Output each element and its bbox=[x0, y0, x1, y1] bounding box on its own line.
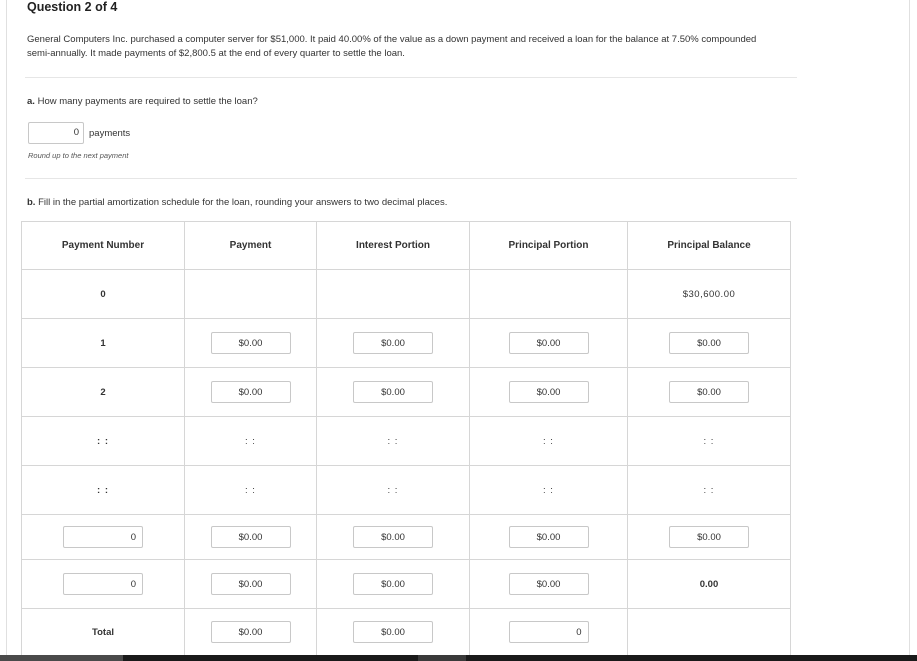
total-label: Total bbox=[22, 609, 185, 656]
interest-input[interactable]: $0.00 bbox=[353, 526, 433, 548]
balance-input[interactable]: $0.00 bbox=[669, 332, 749, 354]
empty-cell bbox=[317, 270, 470, 319]
part-a-question bbox=[27, 96, 258, 107]
payment-number: 0 bbox=[22, 270, 185, 319]
table-row-n-minus-1 bbox=[22, 515, 791, 560]
ellipsis: : : bbox=[317, 417, 470, 466]
empty-cell bbox=[185, 270, 317, 319]
payment-input[interactable]: $0.00 bbox=[211, 526, 291, 548]
problem-line-2: semi-annually. It made payments of $2,800.5 at the end of every quarter to settle the loan. bbox=[27, 47, 405, 59]
ellipsis: : : bbox=[628, 466, 791, 515]
interest-input[interactable]: $0.00 bbox=[353, 381, 433, 403]
ellipsis: : : bbox=[185, 417, 317, 466]
divider bbox=[25, 77, 797, 78]
principal-input[interactable]: $0.00 bbox=[509, 381, 589, 403]
scrollbar-thumb[interactable] bbox=[418, 655, 466, 661]
payment-number-input[interactable]: 0 bbox=[63, 573, 143, 595]
total-principal-input[interactable]: 0 bbox=[509, 621, 589, 643]
payment-number-input[interactable]: 0 bbox=[63, 526, 143, 548]
payment-input[interactable]: $0.00 bbox=[211, 573, 291, 595]
part-a-label: a. bbox=[27, 96, 35, 107]
balance-input[interactable]: $0.00 bbox=[669, 526, 749, 548]
principal-balance: $30,600.00 bbox=[628, 270, 791, 319]
ellipsis: : : bbox=[470, 417, 628, 466]
total-interest-input[interactable]: $0.00 bbox=[353, 621, 433, 643]
total-payment-input[interactable]: $0.00 bbox=[211, 621, 291, 643]
divider bbox=[25, 178, 797, 179]
payment-number: 1 bbox=[22, 319, 185, 368]
table-row-0 bbox=[22, 270, 791, 319]
ellipsis: : : bbox=[628, 417, 791, 466]
interest-input[interactable]: $0.00 bbox=[353, 573, 433, 595]
ellipsis: : : bbox=[470, 466, 628, 515]
payments-unit-label: payments bbox=[89, 128, 131, 139]
payment-input[interactable]: $0.00 bbox=[211, 332, 291, 354]
ellipsis: : : bbox=[317, 466, 470, 515]
ellipsis: : : bbox=[22, 466, 185, 515]
principal-input[interactable]: $0.00 bbox=[509, 332, 589, 354]
table-row-1 bbox=[22, 319, 791, 368]
payments-count-input[interactable]: 0 bbox=[28, 122, 84, 144]
header-principal-portion: Principal Portion bbox=[470, 222, 628, 270]
principal-input[interactable]: $0.00 bbox=[509, 573, 589, 595]
ellipsis-row bbox=[22, 466, 791, 515]
payment-number: 2 bbox=[22, 368, 185, 417]
principal-input[interactable]: $0.00 bbox=[509, 526, 589, 548]
scrollbar-thumb[interactable] bbox=[0, 655, 123, 661]
part-b-question bbox=[27, 197, 447, 208]
payment-input[interactable]: $0.00 bbox=[211, 381, 291, 403]
header-principal-balance: Principal Balance bbox=[628, 222, 791, 270]
amortization-table bbox=[21, 221, 791, 656]
table-row-2 bbox=[22, 368, 791, 417]
problem-line-1: General Computers Inc. purchased a computer server for $51,000. It paid 40.00% of the value as a down payment and received a loan for the balance at 7.50% compounded bbox=[27, 34, 757, 45]
total-row bbox=[22, 609, 791, 656]
ellipsis: : : bbox=[185, 466, 317, 515]
header-payment-number: Payment Number bbox=[22, 222, 185, 270]
final-balance: 0.00 bbox=[628, 560, 791, 609]
rounding-hint: Round up to the next payment bbox=[28, 151, 129, 160]
header-payment: Payment bbox=[185, 222, 317, 270]
empty-cell bbox=[628, 609, 791, 656]
problem-statement bbox=[27, 33, 797, 60]
empty-cell bbox=[470, 270, 628, 319]
part-b-label: b. bbox=[27, 197, 36, 208]
header-interest-portion: Interest Portion bbox=[317, 222, 470, 270]
part-a-text: How many payments are required to settle the loan? bbox=[37, 96, 258, 107]
interest-input[interactable]: $0.00 bbox=[353, 332, 433, 354]
part-b-text: Fill in the partial amortization schedule for the loan, rounding your answers to two decimal places. bbox=[38, 197, 448, 208]
table-header-row bbox=[22, 222, 791, 270]
ellipsis-row bbox=[22, 417, 791, 466]
balance-input[interactable]: $0.00 bbox=[669, 381, 749, 403]
table-row-n bbox=[22, 560, 791, 609]
ellipsis: : : bbox=[22, 417, 185, 466]
question-title: Question 2 of 4 bbox=[27, 0, 118, 14]
